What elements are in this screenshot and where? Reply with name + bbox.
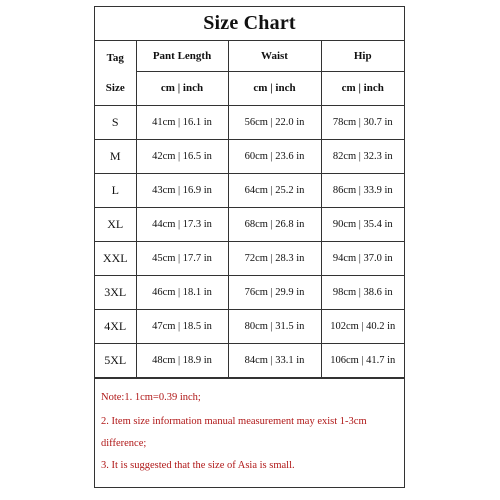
- table-row: [95, 343, 404, 377]
- hip-cell: 102cm | 40.2 in: [321, 309, 404, 343]
- note-3: 3. It is suggested that the size of Asia is small.: [101, 459, 295, 471]
- size-cell: 5XL: [95, 343, 136, 377]
- header-row: [95, 41, 404, 71]
- waist-cell: 72cm | 28.3 in: [228, 241, 321, 275]
- notes-section: [95, 378, 404, 477]
- hip-cell: 106cm | 41.7 in: [321, 343, 404, 377]
- size-table: [95, 41, 404, 378]
- tag-header-line2: Size: [105, 81, 125, 94]
- table-row: [95, 139, 404, 173]
- pant-length-cell: 46cm | 18.1 in: [136, 275, 228, 309]
- waist-cell: 80cm | 31.5 in: [228, 309, 321, 343]
- pant-length-unit: cm | inch: [136, 71, 228, 105]
- table-row: [95, 275, 404, 309]
- waist-unit: cm | inch: [228, 71, 321, 105]
- size-cell: S: [95, 105, 136, 139]
- size-cell: XL: [95, 207, 136, 241]
- unit-row: [95, 71, 404, 105]
- note-2-line-2: difference;: [101, 437, 147, 449]
- hip-header: Hip: [321, 41, 404, 71]
- waist-header: Waist: [228, 41, 321, 71]
- pant-length-cell: 44cm | 17.3 in: [136, 207, 228, 241]
- size-cell: M: [95, 139, 136, 173]
- size-cell: L: [95, 173, 136, 207]
- hip-cell: 98cm | 38.6 in: [321, 275, 404, 309]
- tag-header-line1: Tag: [106, 51, 124, 64]
- size-chart: [94, 6, 405, 488]
- note-2-line-1: 2. Item size information manual measurement may exist 1-3cm: [101, 415, 367, 427]
- pant-length-cell: 41cm | 16.1 in: [136, 105, 228, 139]
- hip-cell: 90cm | 35.4 in: [321, 207, 404, 241]
- pant-length-cell: 43cm | 16.9 in: [136, 173, 228, 207]
- hip-cell: 94cm | 37.0 in: [321, 241, 404, 275]
- table-row: [95, 207, 404, 241]
- size-cell: XXL: [95, 241, 136, 275]
- waist-cell: 60cm | 23.6 in: [228, 139, 321, 173]
- table-row: [95, 241, 404, 275]
- waist-cell: 84cm | 33.1 in: [228, 343, 321, 377]
- hip-unit: cm | inch: [321, 71, 404, 105]
- hip-cell: 82cm | 32.3 in: [321, 139, 404, 173]
- size-cell: 3XL: [95, 275, 136, 309]
- pant-length-cell: 45cm | 17.7 in: [136, 241, 228, 275]
- waist-cell: 56cm | 22.0 in: [228, 105, 321, 139]
- waist-cell: 64cm | 25.2 in: [228, 173, 321, 207]
- waist-cell: 76cm | 29.9 in: [228, 275, 321, 309]
- pant-length-cell: 47cm | 18.5 in: [136, 309, 228, 343]
- pant-length-cell: 42cm | 16.5 in: [136, 139, 228, 173]
- table-row: [95, 173, 404, 207]
- note-1: Note:1. 1cm=0.39 inch;: [101, 391, 201, 403]
- pant-length-header: Pant Length: [136, 41, 228, 71]
- table-row: [95, 309, 404, 343]
- hip-cell: 78cm | 30.7 in: [321, 105, 404, 139]
- table-row: [95, 105, 404, 139]
- hip-cell: 86cm | 33.9 in: [321, 173, 404, 207]
- tag-size-header: [95, 41, 136, 105]
- chart-title: Size Chart: [95, 7, 404, 41]
- pant-length-cell: 48cm | 18.9 in: [136, 343, 228, 377]
- waist-cell: 68cm | 26.8 in: [228, 207, 321, 241]
- size-cell: 4XL: [95, 309, 136, 343]
